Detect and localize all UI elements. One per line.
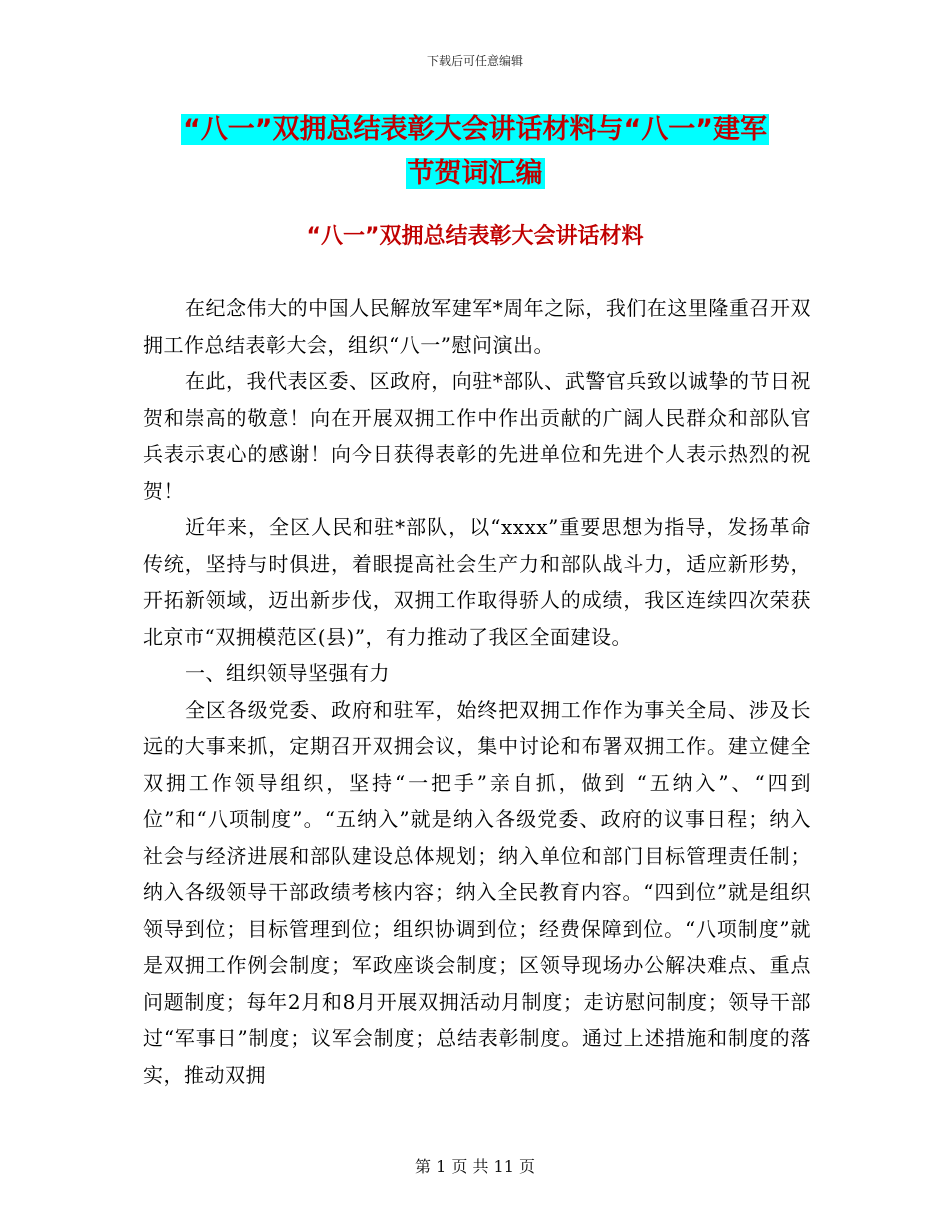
section-subtitle: “八一”双拥总结表彰大会讲话材料: [306, 224, 644, 249]
paragraph: 全区各级党委、政府和驻军，始终把双拥工作作为事关全局、涉及长远的大事来抓，定期召开双拥会议，集中讨论和布署双拥工作。建立健全双拥工作领导组织，坚持“一把手”亲自抓，做到 “五纳入”、“四到位”和“八项制度”。“五纳入”就是纳入各级党委、政府的议事日程；纳入社会与经济进展和部队建设总体规划；纳入单位和部门目标管理责任制；纳入各级领导干部政绩考核内容；纳入全民教育内容。“四到位”就是组织领导到位；目标管理到位；组织协调到位；经费保障到位。“八项制度”就是双拥工作例会制度；军政座谈会制度；区领导现场办公解决难点、重点问题制度；每年2月和8月开展双拥活动月制度；走访慰问制度；领导干部过“军事日”制度；议军会制度；总结表彰制度。通过上述措施和制度的落实，推动双拥: [143, 697, 811, 1087]
section-heading: 一、组织领导坚强有力: [185, 661, 390, 685]
main-title-line2: [100, 152, 850, 196]
body-text: [143, 290, 811, 1093]
page-footer: 第 1 页 共 11 页: [415, 1157, 535, 1176]
paragraph: 在此，我代表区委、区政府，向驻*部队、武警官兵致以诚挚的节日祝贺和崇高的敬意！向在开展双拥工作中作出贡献的广阔人民群众和部队官兵表示衷心的感谢！向今日获得表彰的先进单位和先进个人表示热烈的祝贺！: [143, 369, 811, 503]
paragraph: 在纪念伟大的中国人民解放军建军*周年之际，我们在这里隆重召开双拥工作总结表彰大会，组织“八一”慰问演出。: [143, 296, 811, 357]
main-title-line2-text: 节贺词汇编: [407, 158, 543, 189]
main-title-line1: [100, 108, 850, 152]
paragraph: 近年来，全区人民和驻*部队，以“xxxx”重要思想为指导，发扬革命传统，坚持与时俱进，着眼提高社会生产力和部队战斗力，适应新形势，开拓新领域，迈出新步伐，双拥工作取得骄人的成绩，我区连续四次荣获北京市“双拥模范区(县)”，有力推动了我区全面建设。: [143, 515, 811, 649]
main-title-line1-text: “八一”双拥总结表彰大会讲话材料与“八一”建军: [183, 114, 767, 145]
header-note: 下载后可任意编辑: [426, 54, 523, 68]
